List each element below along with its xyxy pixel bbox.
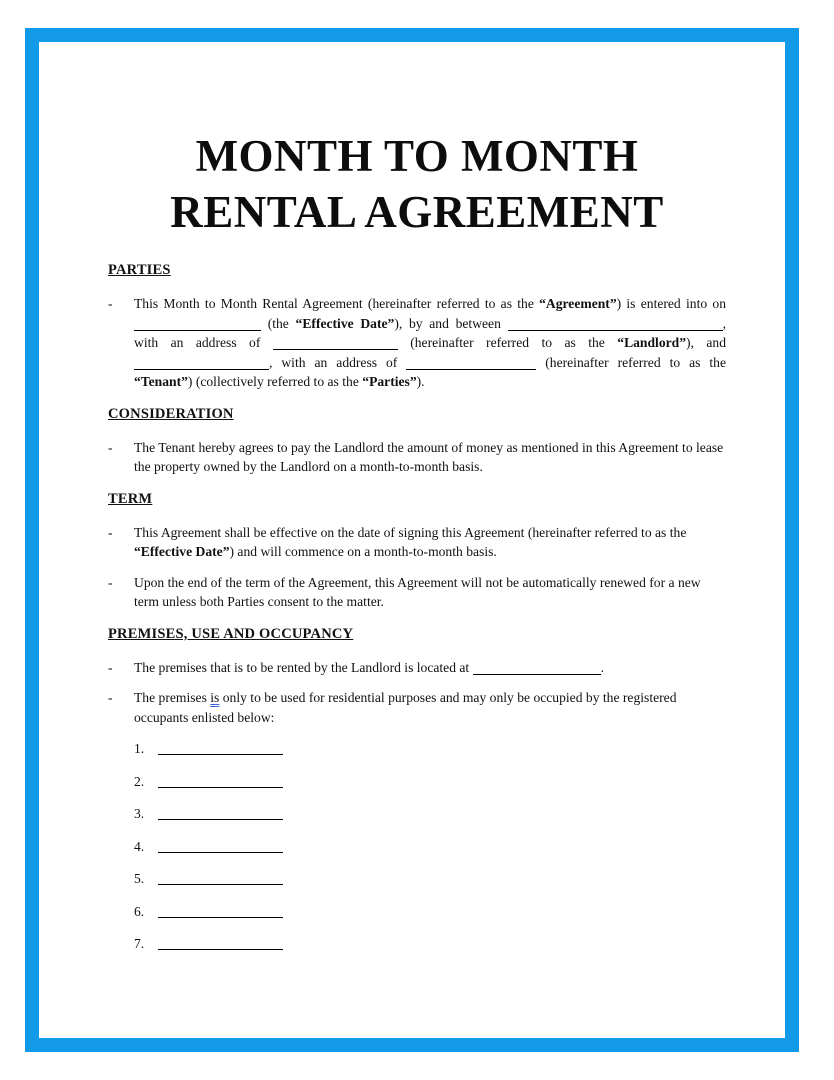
blank-line <box>158 741 283 755</box>
paragraph-text-term-1 <box>134 523 726 562</box>
occupant-number: 2. <box>134 773 145 789</box>
blank-line <box>406 357 536 370</box>
text-run: “Agreement” <box>539 296 617 311</box>
page-frame <box>25 28 799 1052</box>
text-run: “Effective Date” <box>134 544 230 559</box>
text-run: (hereinafter referred to as the <box>536 354 726 370</box>
bullet-dash-icon: - <box>108 659 113 675</box>
section-heading-premises: PREMISES, USE AND OCCUPANCY <box>108 625 354 642</box>
section-heading-parties: PARTIES <box>108 262 171 278</box>
title-line-2: RENTAL AGREEMENT <box>170 187 664 237</box>
paragraph-text-premises-2 <box>134 688 726 727</box>
text-run: ) is entered into on <box>616 296 726 311</box>
blank-line <box>158 839 283 853</box>
text-run: This Agreement shall be effective on the date of signing this Agreement (hereinafter referred to as the <box>134 524 687 540</box>
occupant-list-item <box>134 902 726 922</box>
text-run: “Parties” <box>362 374 417 389</box>
paragraph-term-1 <box>108 523 726 562</box>
blank-line <box>158 871 283 885</box>
text-run: (hereinafter referred to as the <box>397 335 618 350</box>
paragraph-premises-1 <box>108 658 726 678</box>
occupant-number: 7. <box>134 936 145 951</box>
occupant-number: 6. <box>134 903 145 919</box>
occupant-list-item <box>134 934 726 954</box>
text-run: , with an address of <box>134 315 726 350</box>
bullet-dash-icon: - <box>108 690 113 705</box>
paragraph-consideration <box>108 438 726 477</box>
text-run: The premises <box>134 690 211 705</box>
blank-line <box>158 936 283 950</box>
occupant-list-item <box>134 739 726 759</box>
blank-line <box>158 806 283 820</box>
text-run: ). <box>416 374 425 389</box>
paragraph-text-consideration <box>134 438 726 477</box>
occupant-number: 5. <box>134 871 145 886</box>
occupant-number: 3. <box>134 806 145 821</box>
occupant-list-item <box>134 804 726 824</box>
blank-line <box>158 904 283 918</box>
occupant-list-item <box>134 869 726 889</box>
occupant-number: 1. <box>134 741 145 756</box>
document-content <box>39 42 785 1038</box>
paragraph-term-2 <box>108 573 726 612</box>
blank-line <box>473 662 601 675</box>
text-run: ) and will commence on a month-to-month basis. <box>229 544 497 559</box>
blank-line <box>134 357 269 370</box>
text-run: . <box>600 659 605 675</box>
blank-line <box>134 318 261 331</box>
text-run: “Landlord” <box>617 335 687 350</box>
text-run: ) (collectively referred to as the <box>187 374 363 389</box>
paragraph-text-term-2 <box>134 573 726 612</box>
text-run: “Tenant” <box>134 374 188 389</box>
document-title <box>108 128 726 240</box>
text-run: , with an address of <box>269 354 407 370</box>
occupant-list <box>134 739 726 967</box>
text-run: is <box>210 690 220 705</box>
text-run: ), by and between <box>394 315 508 331</box>
blank-line <box>508 318 723 331</box>
section-heading-consideration: CONSIDERATION <box>108 405 234 422</box>
text-run: (the <box>261 315 296 331</box>
bullet-dash-icon: - <box>108 439 113 455</box>
occupant-list-item <box>134 837 726 857</box>
bullet-dash-icon: - <box>108 296 113 311</box>
text-run: The premises that is to be rented by the Landlord is located at <box>134 659 473 675</box>
bullet-dash-icon: - <box>108 574 113 590</box>
section-heading-term: TERM <box>108 490 153 507</box>
occupant-list-item <box>134 772 726 792</box>
paragraph-parties <box>108 294 726 392</box>
title-line-1: MONTH TO MONTH <box>195 131 639 181</box>
text-run: The Tenant hereby agrees to pay the Landlord the amount of money as mentioned in this Agreement to lease the property owned by the Landlord on a month-to-month basis. <box>134 439 724 474</box>
text-run: Upon the end of the term of the Agreement, this Agreement will not be automatically renewed for a new term unless both Parties consent to the matter. <box>134 574 701 609</box>
paragraph-premises-2 <box>108 688 726 727</box>
bullet-dash-icon: - <box>108 524 113 540</box>
blank-line <box>158 774 283 788</box>
blank-line <box>273 337 398 350</box>
text-run: This Month to Month Rental Agreement (hereinafter referred to as the <box>134 296 540 311</box>
paragraph-text-premises-1 <box>134 658 726 678</box>
paragraph-text-parties <box>134 294 726 392</box>
text-run: ), and <box>686 335 726 350</box>
text-run: “Effective Date” <box>295 315 395 331</box>
occupant-number: 4. <box>134 838 145 854</box>
text-run: only to be used for residential purposes and may only be occupied by the registered occupants enlisted below: <box>134 690 677 725</box>
